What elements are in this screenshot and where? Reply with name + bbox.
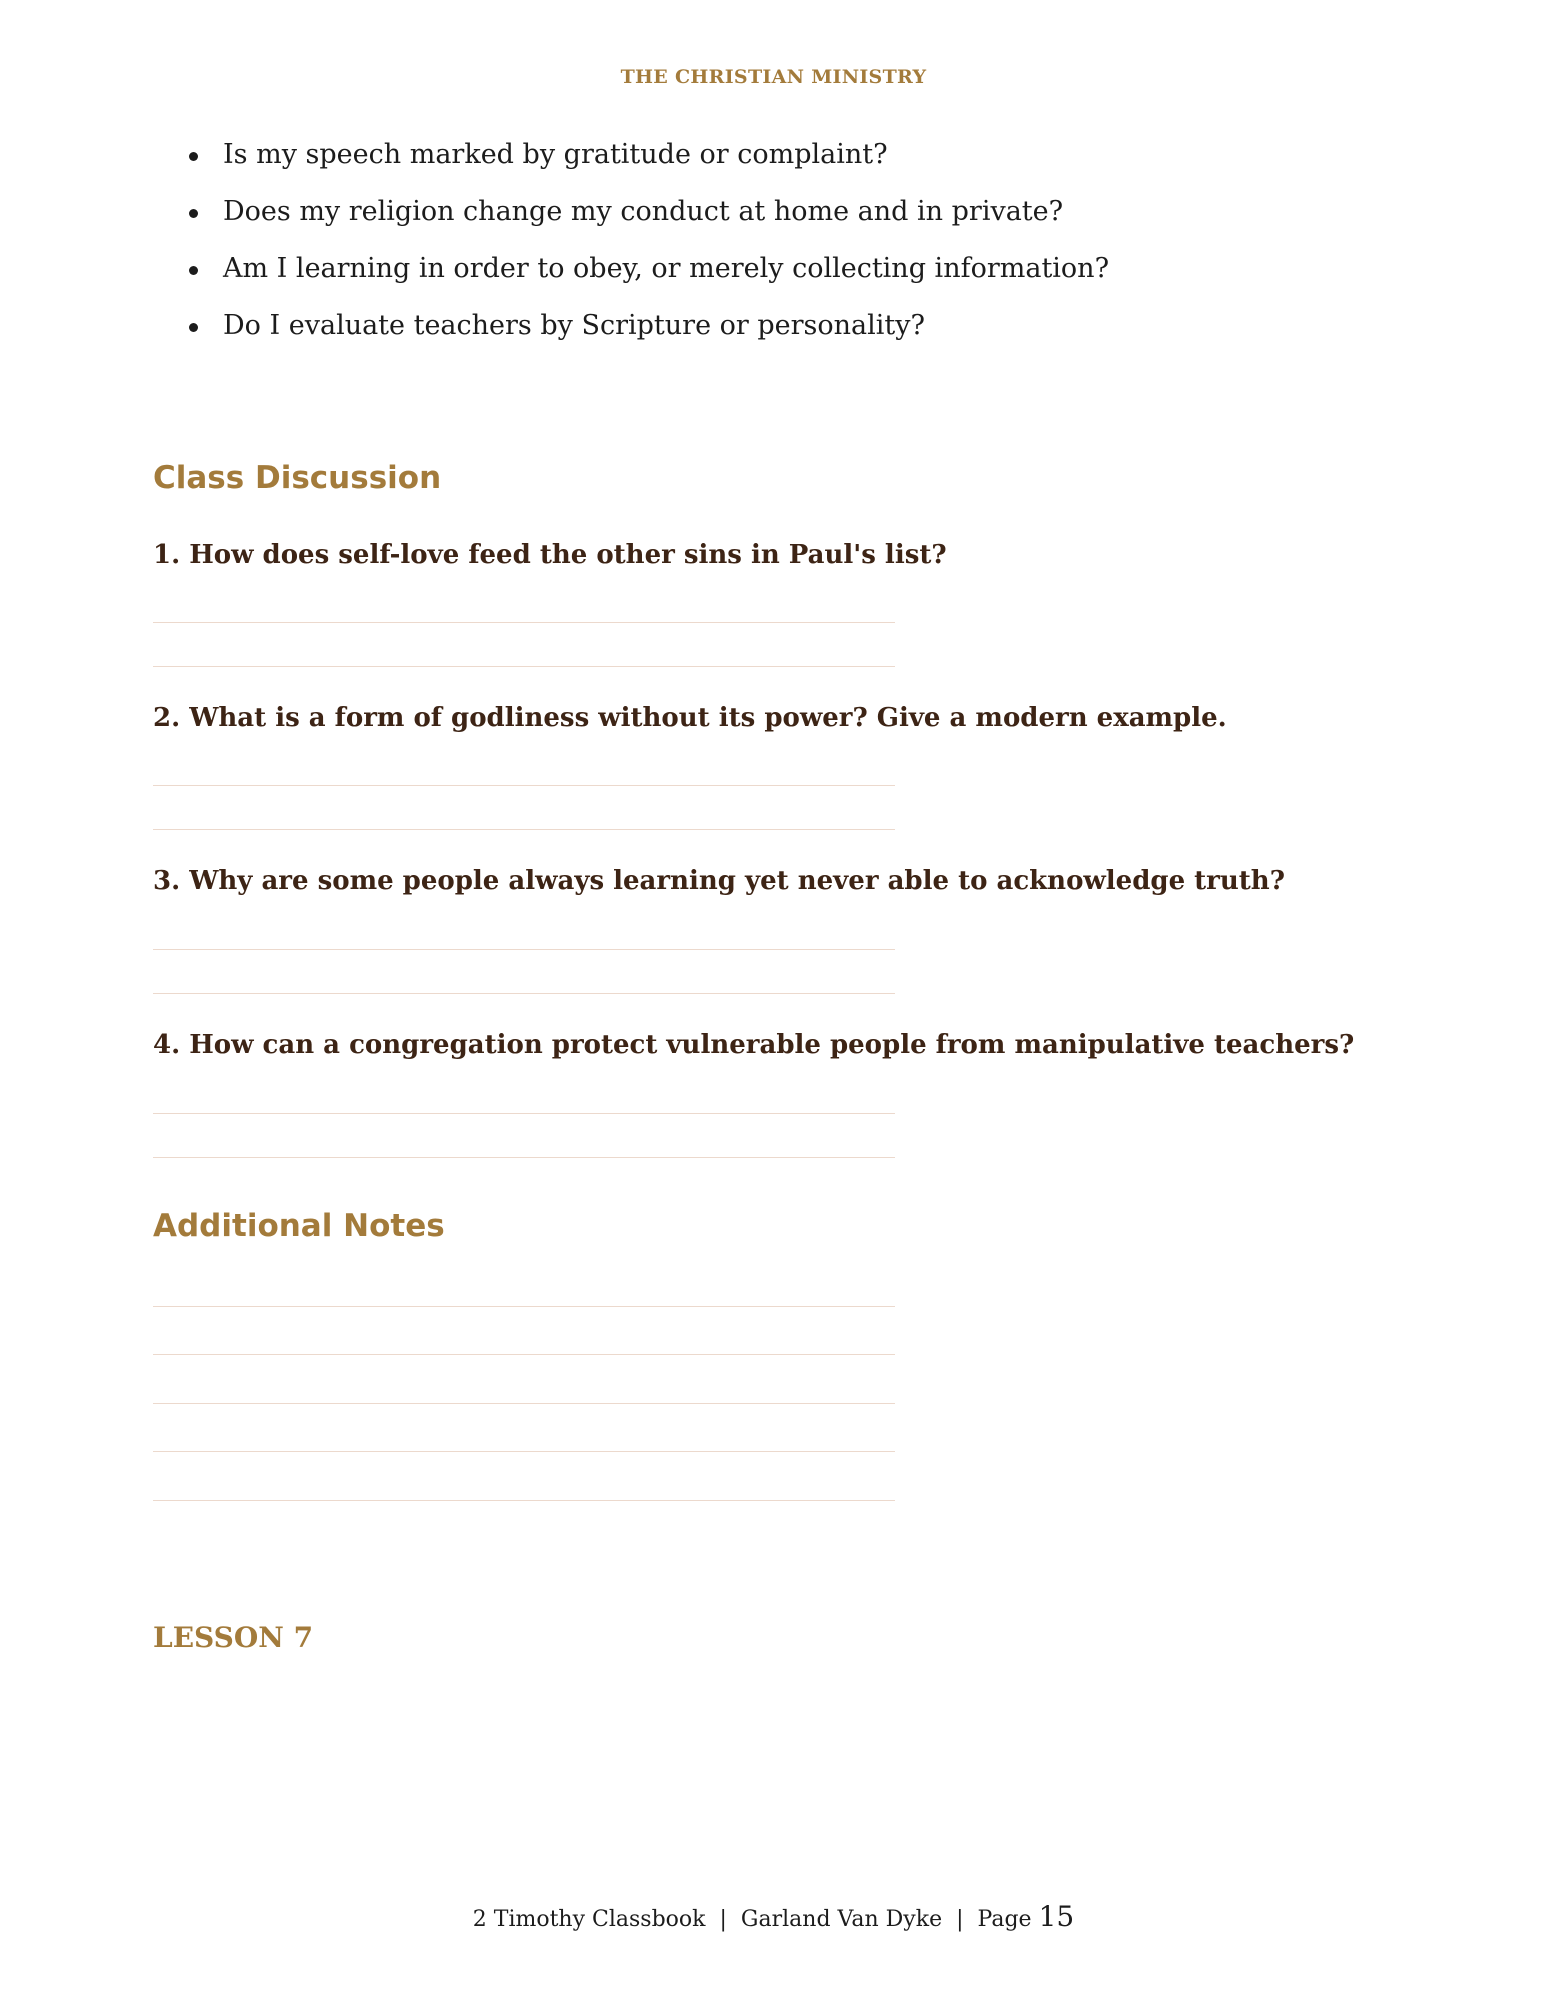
additional-notes-heading: Additional Notes: [153, 1208, 445, 1244]
answer-line[interactable]: [153, 949, 895, 950]
answer-line[interactable]: [153, 666, 895, 667]
footer-page-label: Page: [977, 1907, 1032, 1932]
notes-line[interactable]: [153, 1354, 895, 1355]
answer-line[interactable]: [153, 1157, 895, 1158]
answer-line[interactable]: [153, 993, 895, 994]
notes-line[interactable]: [153, 1451, 895, 1452]
notes-line[interactable]: [153, 1306, 895, 1307]
class-discussion-heading: Class Discussion: [153, 460, 442, 496]
list-item: Am I learning in order to obey, or merely collecting information?: [153, 252, 1109, 285]
running-header: THE CHRISTIAN MINISTRY: [620, 66, 927, 88]
answer-line[interactable]: [153, 785, 895, 786]
lesson-label: LESSON 7: [153, 1621, 314, 1654]
footer-book-title: 2 Timothy Classbook: [472, 1907, 706, 1932]
list-item: Does my religion change my conduct at home and in private?: [153, 195, 1109, 228]
discussion-question-4: 4. How can a congregation protect vulnerable people from manipulative teachers?: [153, 1030, 1355, 1060]
footer-separator: |: [956, 1907, 964, 1932]
page-number: 15: [1038, 1900, 1075, 1933]
list-item: Is my speech marked by gratitude or complaint?: [153, 138, 1109, 171]
answer-line[interactable]: [153, 829, 895, 830]
reflection-list: [153, 138, 1109, 366]
page-footer: [0, 1900, 1547, 1933]
footer-separator: |: [719, 1907, 727, 1932]
notes-line[interactable]: [153, 1403, 895, 1404]
discussion-question-2: 2. What is a form of godliness without its power? Give a modern example.: [153, 703, 1227, 733]
footer-author: Garland Van Dyke: [740, 1907, 943, 1932]
answer-line[interactable]: [153, 622, 895, 623]
answer-line[interactable]: [153, 1113, 895, 1114]
discussion-question-3: 3. Why are some people always learning yet never able to acknowledge truth?: [153, 866, 1285, 896]
list-item: Do I evaluate teachers by Scripture or personality?: [153, 309, 1109, 342]
discussion-question-1: 1. How does self-love feed the other sins in Paul's list?: [153, 540, 947, 570]
notes-line[interactable]: [153, 1500, 895, 1501]
